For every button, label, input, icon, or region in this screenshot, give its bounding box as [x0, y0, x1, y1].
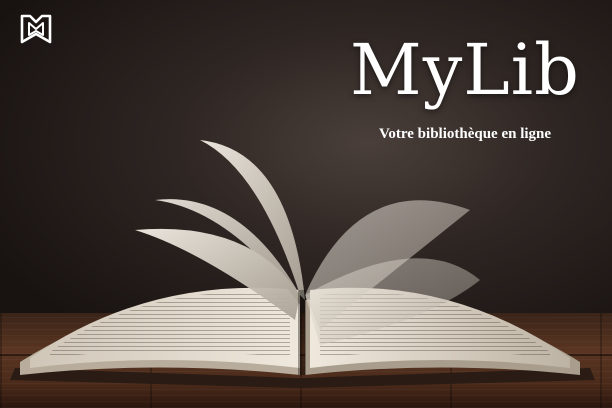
app-tagline: Votre bibliothèque en ligne [378, 126, 552, 142]
open-book-icon [0, 130, 612, 390]
app-title: MyLib [350, 29, 580, 111]
mylib-logo-icon[interactable] [18, 12, 54, 48]
